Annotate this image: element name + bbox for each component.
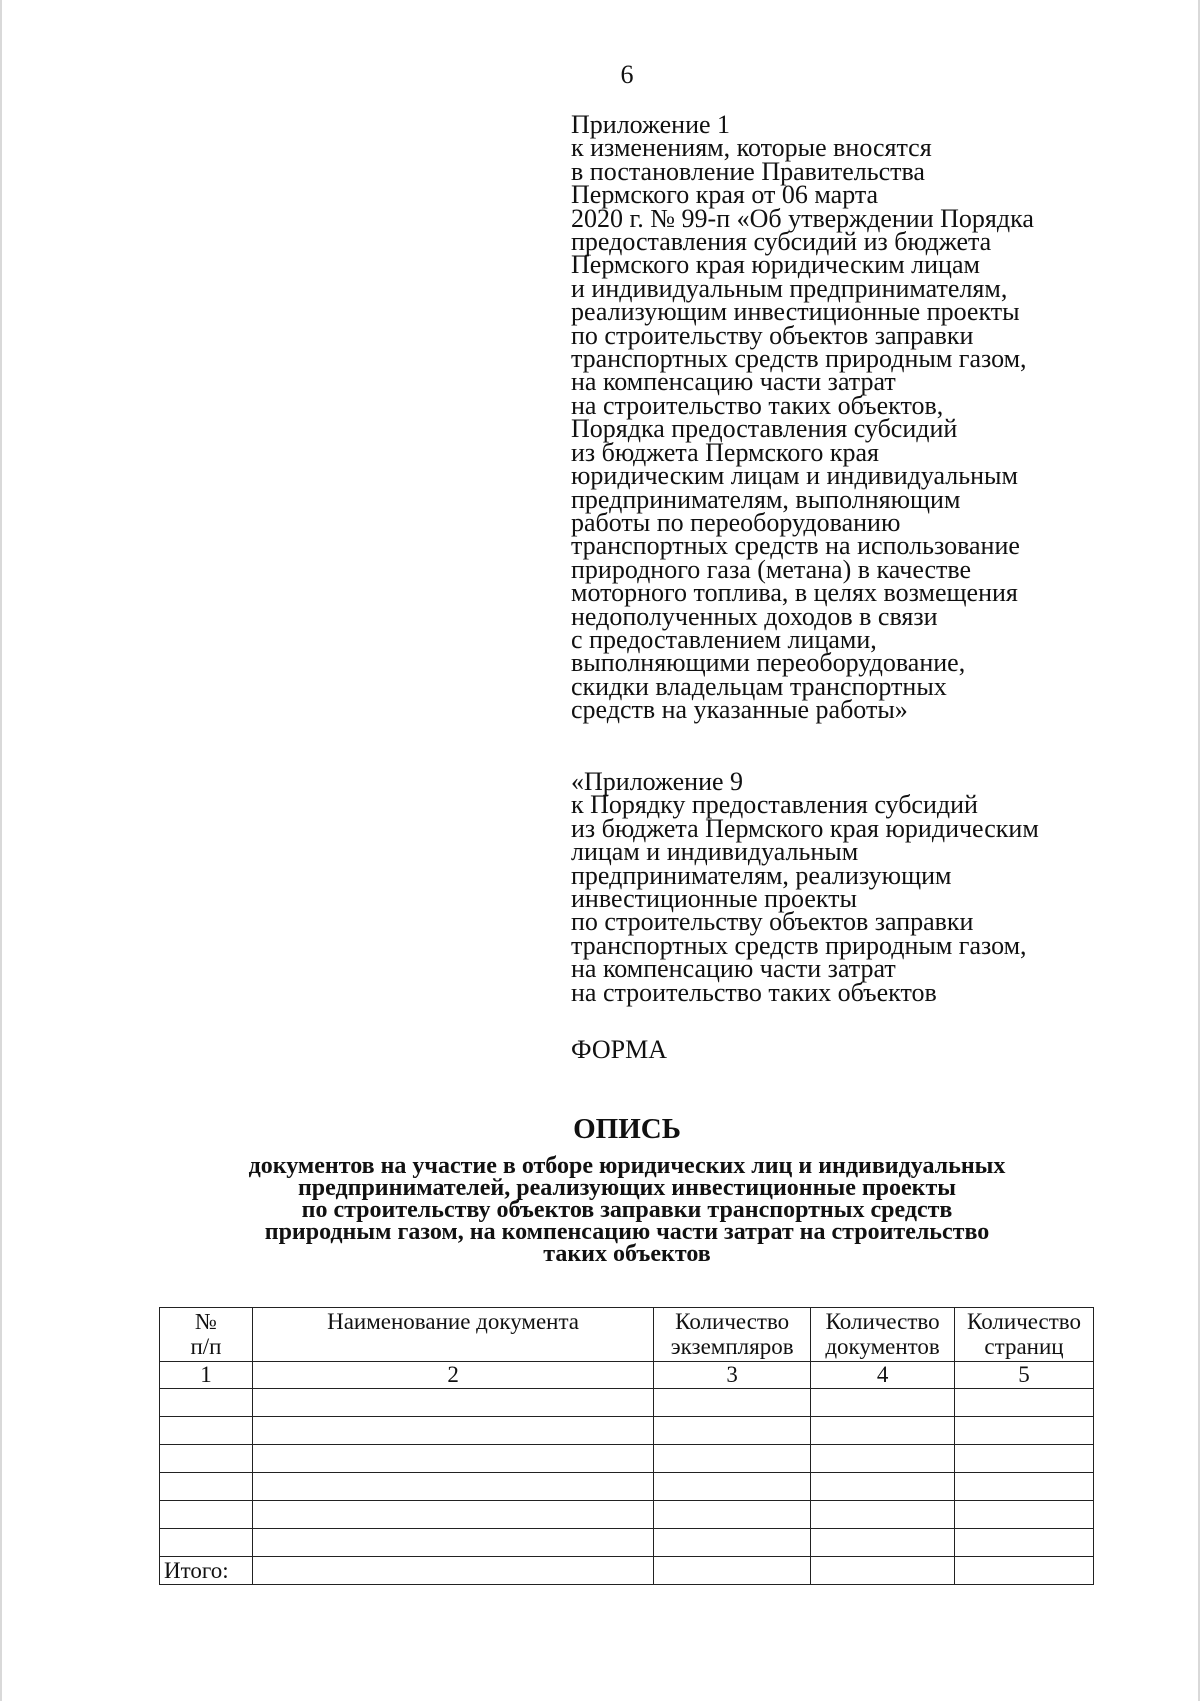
appendix-1-line: 2020 г. № 99-п «Об утверждении Порядка <box>571 203 1034 233</box>
table-cell <box>654 1557 811 1585</box>
table-cell <box>811 1557 955 1585</box>
table-cell <box>955 1473 1094 1501</box>
table-cell <box>955 1557 1094 1585</box>
form-label: ФОРМА <box>571 1035 667 1064</box>
column-number: 4 <box>811 1362 955 1389</box>
table-cell <box>811 1417 955 1445</box>
column-number: 2 <box>252 1362 653 1389</box>
header-row-number <box>160 1308 253 1362</box>
appendix-1-line: транспортных средств природным газом, <box>571 344 1027 374</box>
page-edge-left <box>0 0 2 1701</box>
header-text: Количество <box>825 1309 940 1334</box>
appendix-1-line: на компенсацию части затрат <box>571 367 896 397</box>
header-copies-count <box>654 1308 811 1362</box>
appendix-1-line: Порядка предоставления субсидий <box>571 414 958 444</box>
table-cell <box>160 1501 253 1529</box>
appendix-1-line: в постановление Правительства <box>571 156 925 186</box>
header-text: экземпляров <box>670 1334 794 1359</box>
header-text: п/п <box>190 1334 222 1359</box>
table-row <box>160 1473 1094 1501</box>
appendix-1-line: выполняющими переоборудование, <box>571 648 966 678</box>
total-row <box>160 1557 1094 1585</box>
appendix-1-line: моторного топлива, в целях возмещения <box>571 578 1018 608</box>
table-cell <box>955 1529 1094 1557</box>
appendix-1-line: недополученных доходов в связи <box>571 601 938 631</box>
appendix-1-line: скидки владельцам транспортных <box>571 671 947 701</box>
subtitle-line: природным газом, на компенсацию части затрат на строительство <box>264 1219 990 1245</box>
appendix-1-line: природного газа (метана) в качестве <box>571 554 972 584</box>
appendix-1-line: к изменениям, которые вносятся <box>571 133 932 163</box>
table-header-row <box>160 1308 1094 1362</box>
appendix-1-line: с предоставлением лицами, <box>571 624 877 654</box>
appendix-1-line: средств на указанные работы» <box>571 695 908 725</box>
appendix-1-line: по строительству объектов заправки <box>571 320 974 350</box>
table-cell <box>160 1445 253 1473</box>
header-document-name <box>252 1308 653 1362</box>
table-cell <box>654 1501 811 1529</box>
header-text: документов <box>825 1334 940 1359</box>
appendix-9-line: «Приложение 9 <box>571 767 744 796</box>
appendix-1-line: Пермского края от 06 марта <box>571 180 879 210</box>
table-cell <box>160 1417 253 1445</box>
table-cell <box>252 1445 653 1473</box>
table-cell <box>955 1445 1094 1473</box>
table-cell <box>955 1417 1094 1445</box>
column-number-row <box>160 1362 1094 1389</box>
table-cell <box>160 1473 253 1501</box>
appendix-9-line: на компенсацию части затрат <box>571 954 896 984</box>
table-cell <box>160 1389 253 1417</box>
table-cell <box>811 1501 955 1529</box>
table-row <box>160 1529 1094 1557</box>
header-pages-count <box>955 1308 1094 1362</box>
document-title: ОПИСЬ <box>573 1113 681 1145</box>
table-cell <box>811 1529 955 1557</box>
header-text: № <box>194 1309 217 1334</box>
appendix-1-header <box>571 110 1111 725</box>
table-cell <box>811 1389 955 1417</box>
appendix-1-line: предоставления субсидий из бюджета <box>571 227 992 257</box>
appendix-9-line: предпринимателям, реализующим <box>571 860 952 890</box>
table-row <box>160 1417 1094 1445</box>
table-cell <box>252 1473 653 1501</box>
appendix-9-line: на строительство таких объектов <box>571 977 937 1007</box>
table-cell <box>654 1445 811 1473</box>
appendix-1-line: на строительство таких объектов, <box>571 390 944 420</box>
appendix-1-line: реализующим инвестиционные проекты <box>571 297 1020 327</box>
table-cell <box>955 1501 1094 1529</box>
subtitle-line: предпринимателей, реализующих инвестиционные проекты <box>297 1175 957 1201</box>
appendix-1-line: транспортных средств на использование <box>571 531 1020 561</box>
table-cell <box>654 1389 811 1417</box>
table-cell <box>955 1389 1094 1417</box>
appendix-9-line: транспортных средств природным газом, <box>571 930 1027 960</box>
table-row <box>160 1445 1094 1473</box>
table-cell <box>160 1529 253 1557</box>
header-text: Наименование документа <box>327 1309 580 1334</box>
table-cell <box>252 1417 653 1445</box>
table-cell <box>811 1445 955 1473</box>
table-cell <box>654 1529 811 1557</box>
subtitle-line: по строительству объектов заправки транспортных средств <box>301 1197 953 1223</box>
appendix-9-line: из бюджета Пермского края юридическим <box>571 813 1039 843</box>
appendix-1-line: юридическим лицам и индивидуальным <box>571 461 1018 491</box>
appendix-9-header <box>571 767 1111 1007</box>
appendix-1-line: работы по переоборудованию <box>571 507 901 537</box>
document-inventory-table <box>159 1307 1094 1585</box>
subtitle-line: таких объектов <box>543 1241 711 1267</box>
total-label: Итого: <box>160 1557 253 1585</box>
appendix-9-line: к Порядку предоставления субсидий <box>571 790 978 820</box>
subtitle-line: документов на участие в отборе юридических лиц и индивидуальных <box>248 1153 1006 1179</box>
header-text: страниц <box>984 1334 1064 1359</box>
appendix-1-line: предпринимателям, выполняющим <box>571 484 961 514</box>
appendix-9-line: по строительству объектов заправки <box>571 907 974 937</box>
column-number: 1 <box>160 1362 253 1389</box>
appendix-1-line: из бюджета Пермского края <box>571 437 880 467</box>
table-cell <box>811 1473 955 1501</box>
table-cell <box>654 1417 811 1445</box>
table-row <box>160 1501 1094 1529</box>
document-subtitle <box>160 1155 1094 1265</box>
appendix-9-line: лицам и индивидуальным <box>571 837 859 867</box>
table-row <box>160 1389 1094 1417</box>
column-number: 5 <box>955 1362 1094 1389</box>
header-text: Количество <box>967 1309 1082 1334</box>
table-cell <box>252 1389 653 1417</box>
appendix-1-line: Пермского края юридическим лицам <box>571 250 980 280</box>
table-cell <box>252 1529 653 1557</box>
page-number: 6 <box>620 60 634 89</box>
table-cell <box>654 1473 811 1501</box>
table-cell <box>252 1501 653 1529</box>
appendix-1-line: Приложение 1 <box>571 110 731 139</box>
header-text: Количество <box>675 1309 790 1334</box>
header-documents-count <box>811 1308 955 1362</box>
column-number: 3 <box>654 1362 811 1389</box>
appendix-1-line: и индивидуальным предпринимателям, <box>571 273 1008 303</box>
appendix-9-line: инвестиционные проекты <box>571 884 858 914</box>
table-cell <box>252 1557 653 1585</box>
